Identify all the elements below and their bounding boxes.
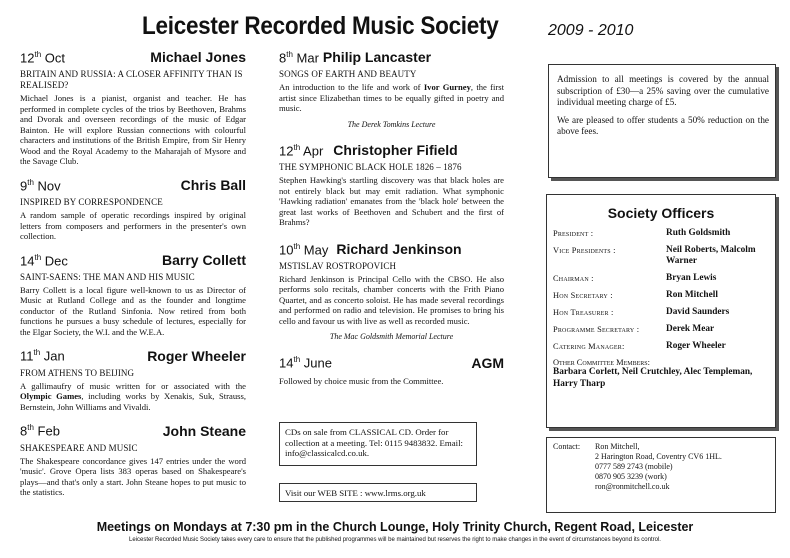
event-mar: [279, 46, 504, 129]
event-description: A random sample of operatic recordings inspired by original letters from composers and performers in the presenter's own collection.: [20, 210, 246, 242]
admission-text: Admission to all meetings is covered by the annual subscription of £30—a 25% saving over the cumulative individual meeting charge of £5.: [557, 74, 769, 107]
event-title: INSPIRED BY CORRESPONDENCE: [20, 197, 163, 208]
contact-work-phone: 0870 905 3239 (work): [595, 472, 667, 481]
event-nov: [20, 174, 246, 242]
officer-row: Hon Secretary : Ron Mitchell: [553, 290, 718, 300]
event-speaker: Roger Wheeler: [147, 347, 246, 364]
event-title: SHAKESPEARE AND MUSIC: [20, 442, 138, 453]
lecture-name: The Derek Tomkins Lecture: [347, 119, 436, 129]
event-description: Michael Jones is a pianist, organist and teacher. He has performed in complete cycles of the trios by Beethoven, Brahms and Dvorak and overseen recordings of the music of Edgar Bainton. He will explore Russian connections with colourful characters and institutions of the British Empire, from Sir Henry Wood and the Royal Academy to the Maharajah of Mysore and the Savage Club.: [20, 93, 246, 167]
events-middle-column: [279, 46, 504, 393]
event-speaker: Michael Jones: [150, 49, 246, 66]
officer-row: Catering Manager: Roger Wheeler: [553, 341, 726, 351]
event-date: 14th Dec: [20, 252, 68, 268]
event-description: Barry Collett is a local figure well-known to us as Director of Music at Rutland College and as the founder and longtime conductor of the Rutland Sinfonia. Now retired from both functions he pursues a busy schedule of lectures, especially for the Elgar Society, the W.I. and the W.E.A.: [20, 284, 246, 337]
event-speaker: Philip Lancaster: [322, 49, 432, 66]
other-committee-names: Barbara Corlett, Neil Crutchley, Alec Templeman, Harry Tharp: [553, 367, 753, 389]
officers-heading: Society Officers: [607, 205, 715, 221]
event-description: Stephen Hawking's startling discovery was that black holes are not entirely black but may emit radiation. What symphonic 'Hawking radiation' emanates from the 'black hole' between the great last works of Beethoven and Schubert and the first of Brahms?: [279, 175, 504, 228]
contact-details: [595, 442, 722, 508]
event-date: 8th Mar: [279, 50, 319, 66]
event-feb: [20, 419, 246, 497]
event-oct: [20, 46, 246, 167]
page-title: Leicester Recorded Music Society: [142, 12, 499, 40]
event-dec: [20, 249, 246, 338]
lecture-name: The Mac Goldsmith Memorial Lecture: [329, 332, 454, 342]
student-discount-text: We are pleased to offer students a 50% reduction on the above fees.: [557, 114, 769, 136]
event-description: Followed by choice music from the Committee.: [279, 375, 444, 386]
event-title: BRITAIN AND RUSSIA: A CLOSER AFFINITY THAN IS REALISED?: [20, 69, 243, 91]
cd-sales-box: [279, 422, 477, 466]
event-speaker: Christopher Fifield: [333, 142, 458, 159]
event-description: The Shakespeare concordance gives 147 entries under the word 'music'. Grove Opera lists 383 operas based on Shakespeare's plays—and that's only a start. John Steane hopes to put music to the statistics.: [20, 455, 246, 498]
officer-row: President : Ruth Goldsmith: [553, 228, 731, 238]
cd-sales-text: CDs on sale from CLASSICAL CD. Order for collection at a meeting. Tel: 0115 9483832. Email: info@classicalcd.co.uk.: [285, 427, 463, 458]
contact-address: 2 Harington Road, Coventry CV6 1HL.: [595, 452, 722, 461]
event-description: An introduction to the life and work of Ivor Gurney, the first artist since Elizabethan times to be equally gifted in poetry and music.: [279, 82, 504, 114]
event-date: 12th Oct: [20, 50, 65, 66]
season-years: 2009 - 2010: [548, 22, 634, 39]
meetings-info: Meetings on Mondays at 7:30 pm in the Church Lounge, Holy Trinity Church, Regent Road, Leicester: [96, 520, 694, 534]
event-jan: [20, 344, 246, 412]
contact-box: [546, 437, 776, 513]
event-title: FROM ATHENS TO BEIJING: [20, 367, 135, 378]
officer-row: Chairman : Bryan Lewis: [553, 273, 717, 283]
event-title: MSTISLAV ROSTROPOVICH: [279, 260, 397, 271]
event-date: 10th May: [279, 241, 329, 257]
contact-email[interactable]: ron@ronmitchell.co.uk: [595, 482, 670, 491]
contact-label: Contact:: [553, 442, 581, 451]
other-committee-label: Other Committee Members:: [553, 358, 650, 367]
event-description: Richard Jenkinson is Principal Cello with the CBSO. He also performs solo recitals, chamber concerts with the Frith Piano Quartet, and as concerto soloist. He has made several recordings and performed on radio and television. He promises to bring his cello and favour us with live as well as recorded music.: [279, 273, 504, 326]
footer-disclaimer: Leicester Recorded Music Society takes every care to ensure that the published programmes will be maintained but reserves the right to make changes in the event of circumstances beyond its control.: [129, 537, 661, 543]
events-left-column: [20, 46, 246, 505]
event-speaker: Chris Ball: [180, 177, 246, 194]
event-description: A gallimaufry of music written for or associated with the Olympic Games, including works by Xenakis, Suk, Strauss, Bernstein, John Williams and Vivaldi.: [20, 380, 246, 412]
officer-row: Programme Secretary : Derek Mear: [553, 324, 715, 334]
event-title: THE SYMPHONIC BLACK HOLE 1826 – 1876: [279, 162, 462, 173]
event-speaker: AGM: [471, 354, 504, 371]
website-box: [279, 483, 477, 502]
event-june: [279, 351, 504, 386]
admission-box: [548, 64, 776, 178]
event-speaker: Barry Collett: [161, 251, 246, 268]
event-may: [279, 238, 504, 342]
event-date: 14th June: [279, 355, 332, 371]
event-apr: [279, 139, 504, 228]
event-date: 9th Nov: [20, 177, 61, 194]
event-speaker: John Steane: [162, 422, 246, 439]
event-title: SAINT-SAENS: THE MAN AND HIS MUSIC: [20, 271, 195, 282]
event-date: 8th Feb: [20, 423, 60, 439]
officer-row: Hon Treasurer : David Saunders: [553, 307, 730, 317]
event-date: 12th Apr: [279, 142, 324, 159]
officers-box: [546, 194, 776, 428]
contact-mobile: 0777 589 2743 (mobile): [595, 462, 673, 471]
website-link[interactable]: Visit our WEB SITE : www.lrms.org.uk: [285, 488, 426, 498]
event-speaker: Richard Jenkinson: [336, 240, 462, 257]
contact-name: Ron Mitchell,: [595, 442, 640, 451]
officer-row: Vice Presidents : Neil Roberts, Malcolm Warner: [553, 245, 756, 266]
event-date: 11th Jan: [20, 348, 65, 364]
event-title: SONGS OF EARTH AND BEAUTY: [279, 69, 417, 80]
